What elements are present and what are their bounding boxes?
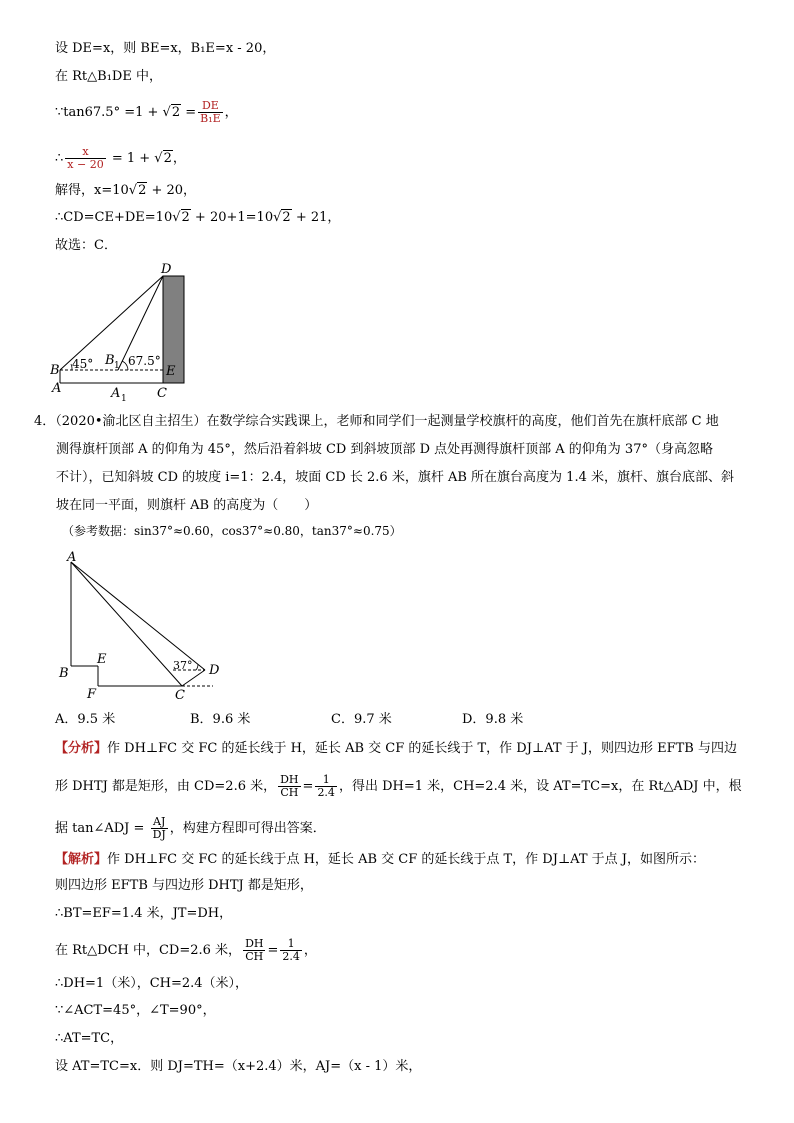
fraction xyxy=(65,146,105,171)
solution-line-5: ∴DH=1（米），CH=2.4（米）， xyxy=(55,976,249,991)
fraction xyxy=(198,100,223,125)
label-E: E xyxy=(166,364,176,379)
text: ， xyxy=(224,105,238,120)
label-D: D xyxy=(161,262,172,277)
label-A1: A xyxy=(111,386,121,401)
denominator: 2.4 xyxy=(317,786,335,799)
q4-line-4: 坡在同一平面，则旗杆 AB 的高度为（ ） xyxy=(56,498,318,513)
text: 作 DH⊥FC 交 FC 的延长线于点 H，延长 AB 交 CF 的延长线于点 T，作 DJ⊥AT 于点 J，如图所示： xyxy=(107,852,705,867)
denominator: CH xyxy=(245,950,264,963)
q4-line-2: 测得旗杆顶部 A 的仰角为 45°，然后沿着斜坡 CD 到斜坡顶部 D 点处再测得旗杆顶部 A 的仰角为 37°（身高忽略 xyxy=(56,442,713,457)
line-AC xyxy=(71,562,182,686)
sol3-line-2: 在 Rt△B₁DE 中， xyxy=(55,69,162,84)
sol3-line-1: 设 DE=x，则 BE=x，B₁E=x - 20， xyxy=(55,41,276,56)
sol3-line-6: ∴CD=CE+DE=10√2 + 20+1=10√2 + 21， xyxy=(55,210,341,225)
label-A1-sub: 1 xyxy=(121,394,127,403)
label-C: C xyxy=(157,386,167,401)
fraction xyxy=(280,938,302,963)
option-a: A．9.5 米 xyxy=(55,712,116,727)
numerator: x xyxy=(65,146,105,159)
figure-q4 xyxy=(55,548,230,703)
analysis-line-1 xyxy=(55,740,737,758)
sqrt-2: 2 xyxy=(163,151,172,166)
label-B: B xyxy=(50,363,60,378)
sol3-line-4: ∴ $\frac{x}{x - 20}$ = 1 + √2， xyxy=(55,145,186,171)
label-37: 37° xyxy=(173,659,193,672)
angle-arc-37 xyxy=(196,664,198,670)
solution-line-4 xyxy=(55,938,317,963)
line-CD xyxy=(182,670,205,686)
text: 作 DH⊥FC 交 FC 的延长线于 H，延长 AB 交 CF 的延长线于 T，作 DJ⊥AT 于 J，则四边形 EFTB 与四边 xyxy=(107,741,737,756)
text: + 21， xyxy=(291,210,341,225)
text: ， xyxy=(172,151,186,166)
q4-reference-data: （参考数据：sin37°≈0.60，cos37°≈0.80，tan37°≈0.75） xyxy=(62,524,402,538)
denominator: B₁E xyxy=(200,112,221,125)
numerator: DH xyxy=(280,773,299,786)
text: ，得出 DH=1 米，CH=2.4 米，设 AT=TC=x，在 Rt△ADJ 中，根 xyxy=(338,779,742,794)
text: ∴CD=CE+DE=10 xyxy=(55,210,173,225)
text: ， xyxy=(303,943,317,958)
analysis-line-3 xyxy=(55,816,326,841)
q4-line-1: 4．（2020•渝北区自主招生）在数学综合实践课上，老师和同学们一起测量学校旗杆的高度，他们首先在旗杆底部 C 地 xyxy=(34,414,719,429)
text: 在 Rt△DCH 中，CD=2.6 米， xyxy=(55,943,242,958)
option-b: B．9.6 米 xyxy=(190,712,251,727)
fraction xyxy=(278,774,300,799)
text: = xyxy=(181,105,197,120)
solution-tag: 【解析】 xyxy=(55,852,108,867)
sqrt-2: 2 xyxy=(181,210,190,225)
line-AD xyxy=(71,562,205,670)
label-B1-sub: 1 xyxy=(114,361,120,371)
label-C: C xyxy=(175,688,185,703)
label-D: D xyxy=(209,663,220,678)
figure-q3 xyxy=(50,258,200,403)
sol3-line-3: ∵tan67.5° =1 + √2 = $\frac{DE}{\text{B₁E}}$ ， xyxy=(55,99,238,125)
fraction xyxy=(315,774,337,799)
sol3-line-5: 解得，x=10√2 + 20， xyxy=(55,183,197,198)
label-67: 67.5° xyxy=(128,354,161,368)
text: 据 tan∠ADJ = xyxy=(55,821,149,836)
numerator: DH xyxy=(245,937,264,950)
label-A: A xyxy=(52,381,62,396)
sqrt-2: 2 xyxy=(171,105,181,120)
sol3-line-7: 故选：C． xyxy=(55,238,117,253)
sqrt-2: 2 xyxy=(282,210,291,225)
analysis-line-2 xyxy=(55,774,742,799)
denominator: DJ xyxy=(152,828,166,841)
numerator: 1 xyxy=(315,774,337,787)
label-F: F xyxy=(87,687,97,702)
text: 解得，x=10 xyxy=(55,183,129,198)
label-B1: B xyxy=(105,353,115,368)
numerator: AJ xyxy=(151,816,168,829)
fraction xyxy=(151,816,168,841)
fraction xyxy=(243,938,265,963)
denominator: 2.4 xyxy=(282,950,300,963)
analysis-tag: 【分析】 xyxy=(55,741,108,756)
text: = 1 + xyxy=(107,151,155,166)
solution-line-8: 设 AT=TC=x．则 DJ=TH=（x+2.4）米，AJ=（x - 1）米， xyxy=(55,1059,422,1074)
label-45: 45° xyxy=(72,357,94,371)
label-A: A xyxy=(67,550,77,565)
solution-line-6: ∵∠ACT=45°，∠T=90°， xyxy=(55,1003,216,1018)
text: ∴ xyxy=(55,151,64,166)
label-B: B xyxy=(59,666,69,681)
text: + 20+1=10 xyxy=(190,210,274,225)
question-4 xyxy=(34,408,764,520)
label-E: E xyxy=(97,652,107,667)
solution-line-2: 则四边形 EFTB 与四边形 DHTJ 都是矩形， xyxy=(55,878,313,893)
text: = xyxy=(302,779,314,794)
sqrt-2: 2 xyxy=(138,183,147,198)
solution-line-1 xyxy=(55,851,705,869)
text: + 20， xyxy=(147,183,197,198)
solution-line-3: ∴BT=EF=1.4 米，JT=DH， xyxy=(55,906,233,921)
denominator: x − 20 xyxy=(67,158,104,171)
q4-line-3: 不计），已知斜坡 CD 的坡度 i=1：2.4，坡面 CD 长 2.6 米，旗杆 AB 所在旗台高度为 1.4 米，旗杆、旗台底部、斜 xyxy=(56,470,734,485)
option-c: C．9.7 米 xyxy=(331,712,392,727)
text: 形 DHTJ 都是矩形，由 CD=2.6 米， xyxy=(55,779,277,794)
numerator: DE xyxy=(198,100,223,113)
text: ∵tan67.5° =1 + xyxy=(55,105,163,120)
text: = xyxy=(267,943,279,958)
solution-line-7: ∴AT=TC， xyxy=(55,1031,124,1046)
numerator: 1 xyxy=(280,938,302,951)
option-d: D．9.8 米 xyxy=(462,712,524,727)
denominator: CH xyxy=(280,786,299,799)
text: ，构建方程即可得出答案． xyxy=(169,821,326,836)
